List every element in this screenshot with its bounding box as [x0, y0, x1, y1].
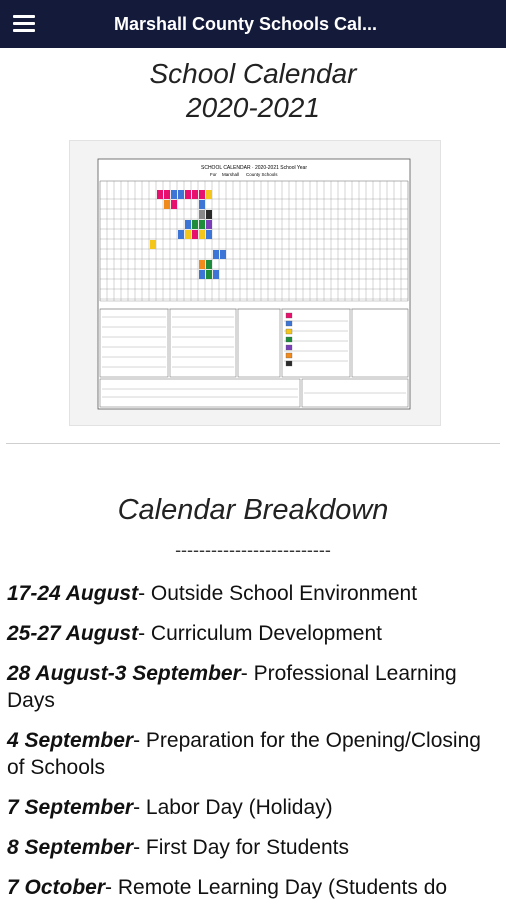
calendar-cell: [185, 190, 191, 199]
breakdown-item: [7, 620, 497, 647]
calendar-cell: [213, 250, 219, 259]
calendar-cell: [157, 190, 163, 199]
breakdown-date: 8 September: [7, 836, 134, 859]
calendar-cell: [171, 190, 177, 199]
calendar-cell: [213, 270, 219, 279]
breakdown-item: [7, 727, 497, 781]
section-title: Calendar Breakdown: [117, 494, 389, 526]
calendar-cell: [185, 220, 191, 229]
breakdown-date: 17-24 August: [7, 582, 139, 605]
breakdown-item: [7, 874, 497, 901]
calendar-cell: [199, 230, 205, 239]
calendar-cell: [199, 210, 205, 219]
breakdown-date: 28 August-3 September: [7, 662, 241, 685]
breakdown-date: 7 September: [7, 796, 134, 819]
calendar-cell: [192, 230, 198, 239]
app-header: [0, 0, 506, 48]
section-separator: --------------------------: [175, 540, 331, 560]
calendar-cell: [199, 190, 205, 199]
hamburger-icon: [13, 15, 35, 33]
calendar-cell: [171, 200, 177, 209]
legend-swatch: [286, 321, 292, 326]
calendar-cell: [199, 220, 205, 229]
calendar-cell: [178, 230, 184, 239]
divider: [6, 443, 500, 444]
breakdown-item: [7, 660, 497, 714]
breakdown-description: - First Day for Students: [133, 836, 349, 859]
breakdown-date: 7 October: [7, 876, 106, 899]
calendar-cell: [192, 220, 198, 229]
breakdown-date: 4 September: [7, 729, 134, 752]
breakdown-description: - Professional Learning Days: [7, 662, 457, 712]
app-title: Marshall County Schools Cal...: [114, 14, 378, 34]
legend-swatch: [286, 337, 292, 342]
calendar-cell: [220, 250, 226, 259]
breakdown-description: - Curriculum Development: [138, 622, 383, 645]
legend-swatch: [286, 345, 292, 350]
breakdown-date: 25-27 August: [7, 622, 139, 645]
calendar-cell: [178, 190, 184, 199]
legend-swatch: [286, 361, 292, 366]
legend-swatch: [286, 313, 292, 318]
page-heading-line1: School Calendar: [149, 58, 357, 89]
calendar-cell: [164, 190, 170, 199]
calendar-cell: [192, 190, 198, 199]
calendar-cell: [150, 240, 156, 249]
calendar-cell: [206, 260, 212, 269]
calendar-grid: [100, 181, 408, 309]
calendar-cell: [206, 270, 212, 279]
calendar-graphic: [70, 141, 440, 425]
calendar-image[interactable]: [69, 140, 441, 426]
calendar-image-district: Marshall: [222, 172, 240, 177]
page-heading-line2: 2020-2021: [186, 92, 320, 123]
legend-swatch: [286, 329, 292, 334]
calendar-image-for: For: [210, 172, 217, 177]
calendar-cell: [199, 270, 205, 279]
calendar-cell: [206, 190, 212, 199]
calendar-cell: [164, 200, 170, 209]
breakdown-description: - Outside School Environment: [138, 582, 418, 605]
calendar-cell: [206, 220, 212, 229]
breakdown-description: - Preparation for the Opening/Closing of Schools: [7, 729, 481, 779]
breakdown-description: - Labor Day (Holiday): [133, 796, 333, 819]
breakdown-item: [7, 580, 497, 607]
breakdown-item: [7, 794, 497, 821]
breakdown-description: - Remote Learning Day (Students do: [105, 876, 448, 899]
calendar-cell: [206, 210, 212, 219]
calendar-image-title: SCHOOL CALENDAR · 2020-2021 School Year: [201, 165, 307, 171]
menu-button[interactable]: [0, 0, 48, 48]
breakdown-item: [7, 834, 497, 861]
calendar-cell: [199, 260, 205, 269]
breakdown-list: [7, 580, 497, 914]
calendar-cell: [206, 230, 212, 239]
legend-swatch: [286, 353, 292, 358]
calendar-cell: [199, 200, 205, 209]
calendar-cell: [185, 230, 191, 239]
calendar-image-county: County Schools: [246, 172, 278, 177]
